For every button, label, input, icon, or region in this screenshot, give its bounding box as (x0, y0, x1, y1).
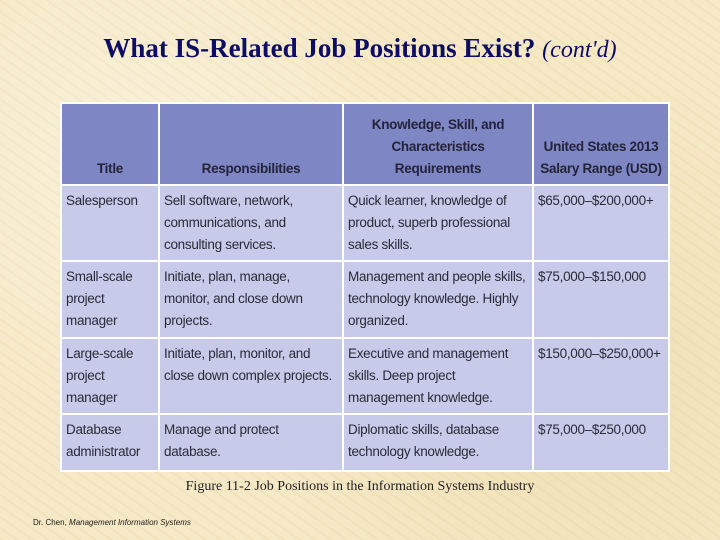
cell-title: Database administrator (61, 414, 159, 471)
table-row (61, 414, 669, 471)
slide-title-cont: (cont'd) (542, 37, 617, 63)
cell-responsibilities: Initiate, plan, manage, monitor, and close down projects. (159, 261, 343, 337)
header-title: Title (61, 103, 159, 185)
table-row (61, 338, 669, 414)
header-requirements: Knowledge, Skill, and Characteristics Requirements (343, 103, 533, 185)
cell-title: Salesperson (61, 185, 159, 261)
cell-salary: $65,000–$200,000+ (533, 185, 669, 261)
cell-responsibilities: Sell software, network, communications, and consulting services. (159, 185, 343, 261)
header-salary: United States 2013 Salary Range (USD) (533, 103, 669, 185)
cell-requirements: Quick learner, knowledge of product, superb professional sales skills. (343, 185, 533, 261)
cell-title: Large-scale project manager (61, 338, 159, 414)
cell-requirements: Diplomatic skills, database technology knowledge. (343, 414, 533, 471)
cell-salary: $75,000–$150,000 (533, 261, 669, 337)
table-row (61, 261, 669, 337)
cell-salary: $75,000–$250,000 (533, 414, 669, 471)
footer-author: Dr. Chen, (33, 518, 67, 527)
figure-caption: Figure 11-2 Job Positions in the Information Systems Industry (185, 479, 535, 494)
cell-requirements: Executive and management skills. Deep project management knowledge. (343, 338, 533, 414)
cell-responsibilities: Initiate, plan, monitor, and close down complex projects. (159, 338, 343, 414)
slide-title (0, 33, 720, 64)
header-responsibilities: Responsibilities (159, 103, 343, 185)
footer-book: Management Information Systems (69, 518, 191, 527)
cell-title: Small-scale project manager (61, 261, 159, 337)
job-positions-table-figure (60, 102, 668, 472)
table-header-row (61, 103, 669, 185)
cell-salary: $150,000–$250,000+ (533, 338, 669, 414)
job-positions-table (60, 102, 670, 472)
cell-requirements: Management and people skills, technology knowledge. Highly organized. (343, 261, 533, 337)
slide-footer (33, 518, 191, 527)
table-row (61, 185, 669, 261)
slide-title-main: What IS-Related Job Positions Exist? (103, 33, 536, 63)
cell-responsibilities: Manage and protect database. (159, 414, 343, 471)
